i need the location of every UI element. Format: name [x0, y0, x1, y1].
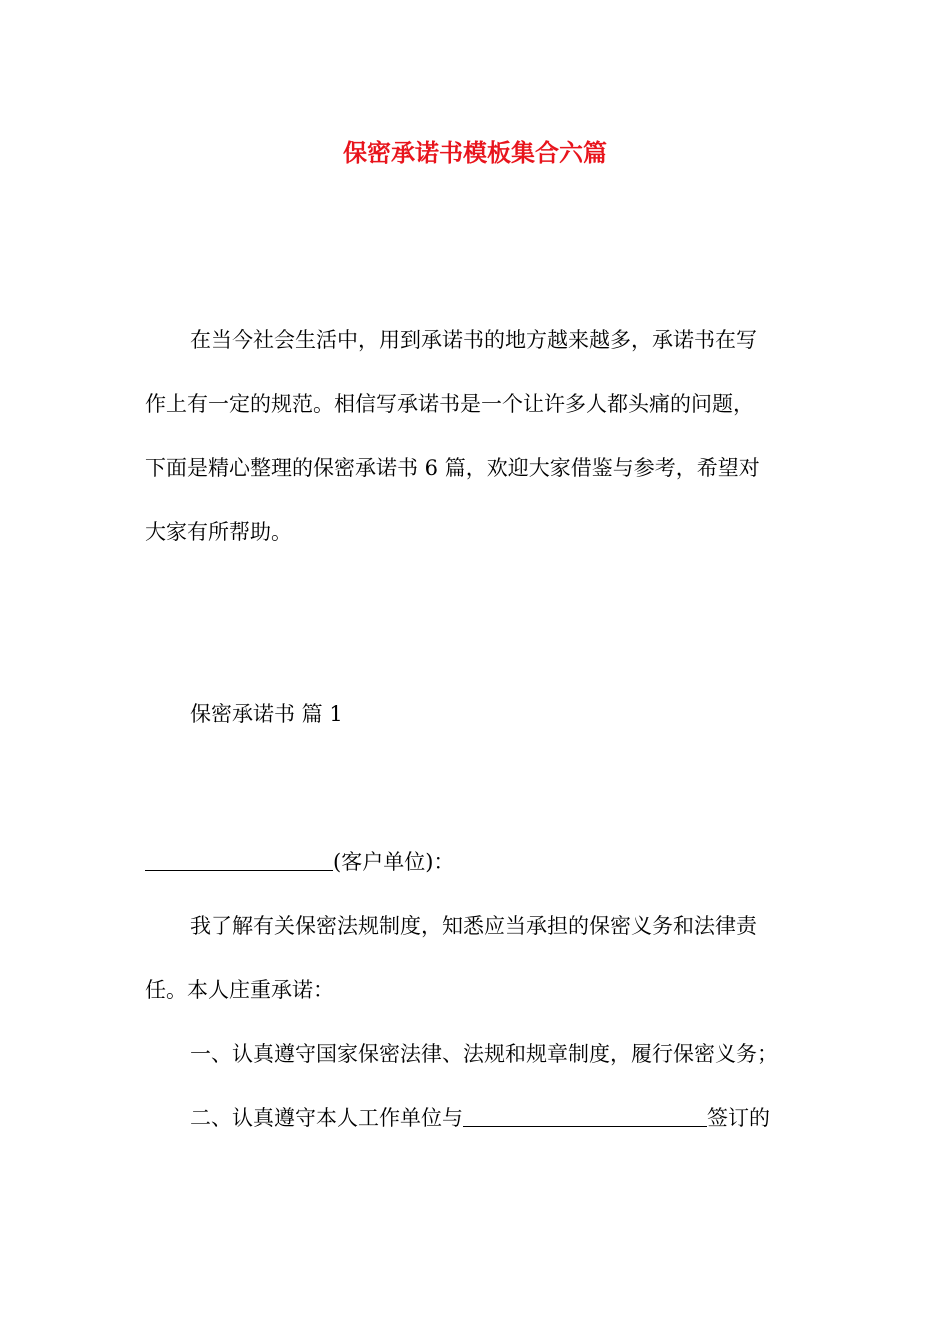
intro-line-1: 在当今社会生活中，用到承诺书的地方越来越多，承诺书在写 — [190, 328, 757, 352]
section-heading-block — [145, 682, 815, 746]
addressee-suffix: (客户单位)： — [333, 850, 455, 874]
body-line-1: 我了解有关保密法规制度，知悉应当承担的保密义务和法律责 — [190, 914, 757, 938]
intro-line-4: 大家有所帮助。 — [145, 520, 292, 544]
intro-paragraph — [145, 308, 815, 564]
clause-2 — [145, 1086, 815, 1150]
clause-2-prefix: 二、认真遵守本人工作单位与 — [190, 1106, 463, 1130]
addressee-line — [145, 830, 815, 894]
document-title: 保密承诺书模板集合六篇 — [343, 138, 607, 167]
intro-line-2: 作上有一定的规范。相信写承诺书是一个让许多人都头痛的问题， — [145, 392, 754, 416]
clause-2-suffix: 签订的 — [707, 1106, 770, 1130]
section-heading: 保密承诺书 篇 1 — [190, 702, 343, 726]
body-line-2: 任。本人庄重承诺： — [145, 978, 334, 1002]
client-unit-blank — [145, 848, 333, 871]
clause-1: 一、认真遵守国家保密法律、法规和规章制度，履行保密义务； — [190, 1042, 778, 1066]
intro-line-3: 下面是精心整理的保密承诺书 6 篇，欢迎大家借鉴与参考，希望对 — [145, 456, 760, 480]
employer-party-blank — [463, 1104, 707, 1127]
letter-body — [145, 830, 815, 1150]
